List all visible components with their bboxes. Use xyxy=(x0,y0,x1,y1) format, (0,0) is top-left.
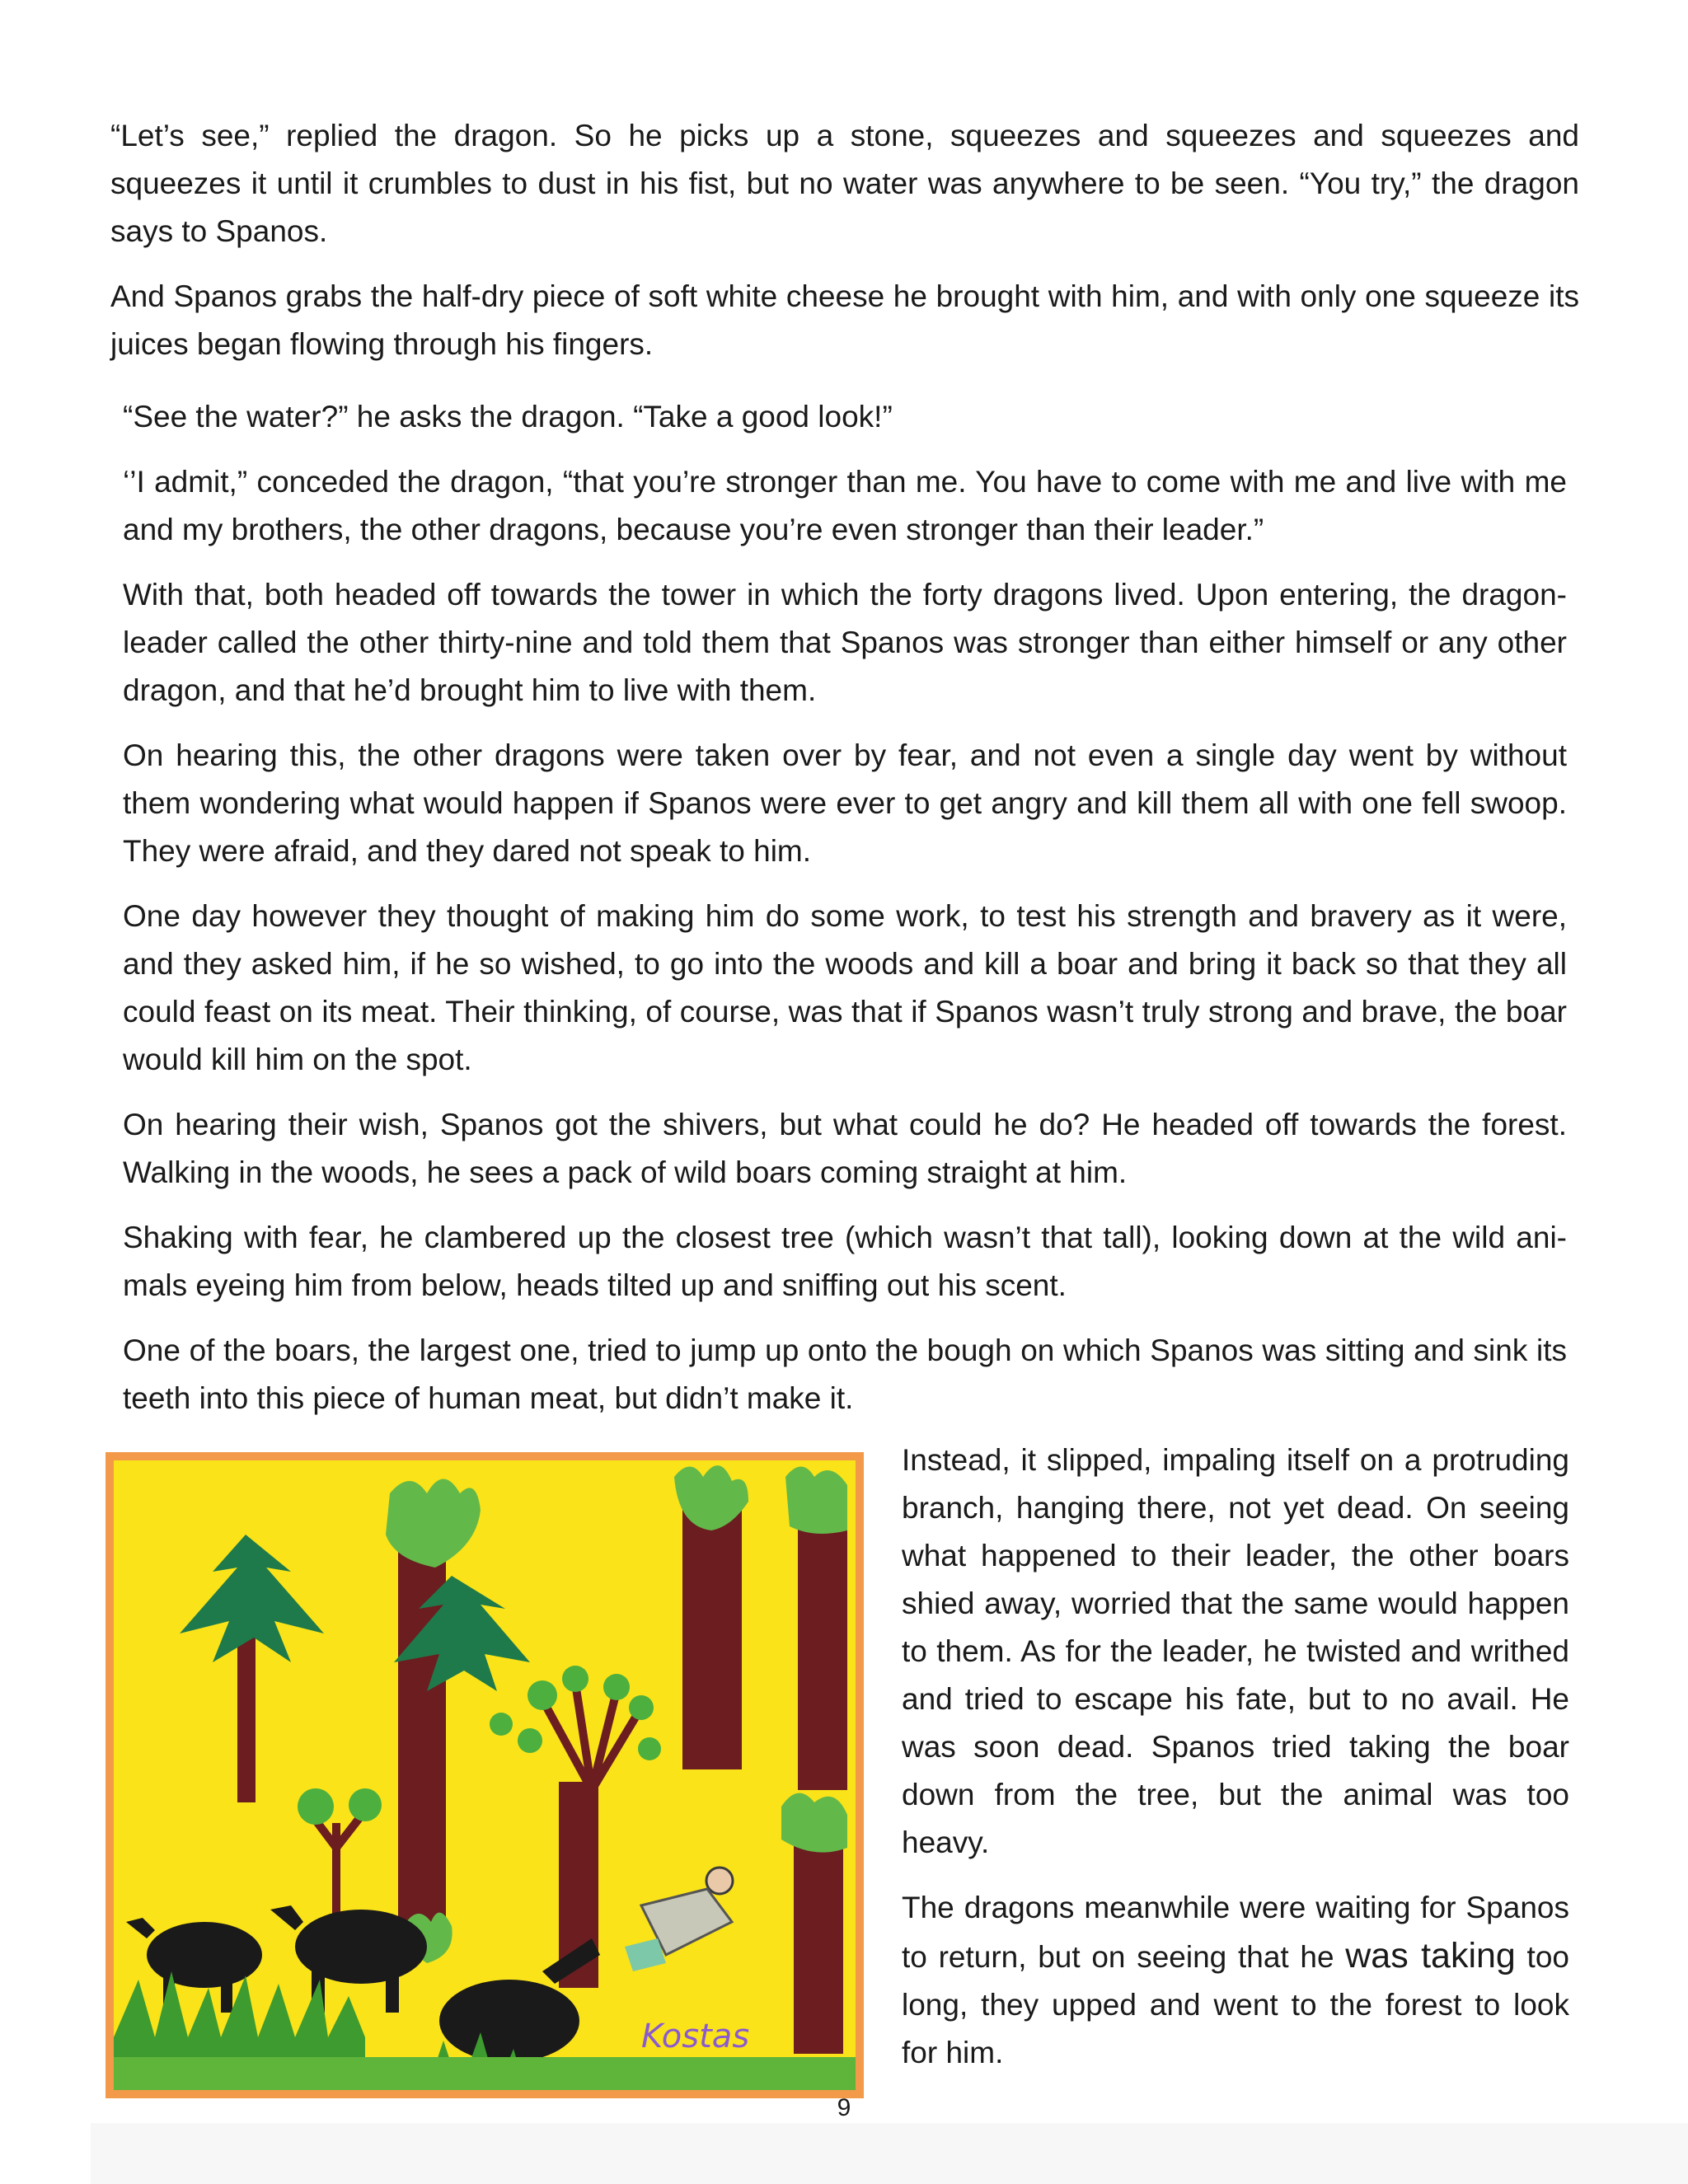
paragraph: Shaking with fear, he clambered up the closest tree (which wasn’t that tall), looking down at the wild ani-mals eyeing him from below, heads tilted up and sniffing out his scent. xyxy=(123,1221,1567,1302)
paragraph: Instead, it slipped, impaling itself on a protruding branch, hanging there, not yet dead. On seeing what happened to their leader, the other boars shied away, worried that the same would happen to them. As for the leader, he twisted and writhed and tried to escape his fate, but to no avail. He was soon dead. Spanos tried taking the boar down from the tree, but the animal was too heavy. xyxy=(902,1443,1569,1859)
text-block-side xyxy=(902,1436,1569,2094)
paragraph: “See the water?” he asks the dragon. “Take a good look!” xyxy=(123,400,893,434)
paragraph: And Spanos grabs the half-dry piece of soft white cheese he brought with him, and with only one squeeze its juices began flowing through his fingers. xyxy=(110,279,1579,361)
paragraph-text: The dragons meanwhile were waiting for Spanos to return, but on seeing that he xyxy=(902,1891,1569,1974)
paragraph: On hearing this, the other dragons were taken over by fear, and not even a single day went by without them wondering what would happen if Spanos were ever to get angry and kill them all with one fell swoop. They were afraid, and they dared not speak to him. xyxy=(123,738,1567,868)
paragraph: On hearing their wish, Spanos got the shivers, but what could he do? He headed off towards the forest. Walking in the woods, he sees a pack of wild boars coming straight at him. xyxy=(123,1108,1567,1189)
paragraph: With that, both headed off towards the tower in which the forty dragons lived. Upon entering, the dragon-leader called the other thirty-nine and told them that Spanos was stronger than either himself or any other dragon, and that he’d brought him to live with them. xyxy=(123,578,1567,707)
text-block-top xyxy=(110,112,1579,386)
emphasized-text: was taking xyxy=(1345,1936,1516,1975)
child-drawing-illustration xyxy=(114,1460,856,2090)
artist-signature: Kostas xyxy=(641,2018,750,2055)
paragraph: ‘’I admit,” conceded the dragon, “that you’re stronger than me. You have to come with me and live with me and my brothers, the other dragons, because you’re even stronger than their leader.” xyxy=(123,465,1567,546)
paragraph-text: too long, they upped and went to the forest to look for him. xyxy=(902,1940,1569,2069)
paragraph xyxy=(902,1884,1569,2077)
page-number: 9 xyxy=(837,2094,851,2121)
footer-band xyxy=(91,2123,1688,2184)
paragraph: “Let’s see,” replied the dragon. So he picks up a stone, squeezes and squeezes and squeezes and squeezes it until it crumbles to dust in his fist, but no water was anywhere to be seen. “You try,” the dragon says to Spanos. xyxy=(110,119,1579,248)
illustration-frame xyxy=(106,1452,864,2098)
paragraph: One day however they thought of making him do some work, to test his strength and bravery as it were, and they asked him, if he so wished, to go into the woods and kill a boar and bring it back so that they all could feast on its meat. Their thinking, of course, was that if Spanos wasn’t truly strong and brave, the boar would kill him on the spot. xyxy=(123,899,1567,1076)
text-block-main xyxy=(123,393,1567,1440)
paragraph: One of the boars, the largest one, tried to jump up onto the bough on which Spanos was sitting and sink its teeth into this piece of human meat, but didn’t make it. xyxy=(123,1333,1567,1415)
